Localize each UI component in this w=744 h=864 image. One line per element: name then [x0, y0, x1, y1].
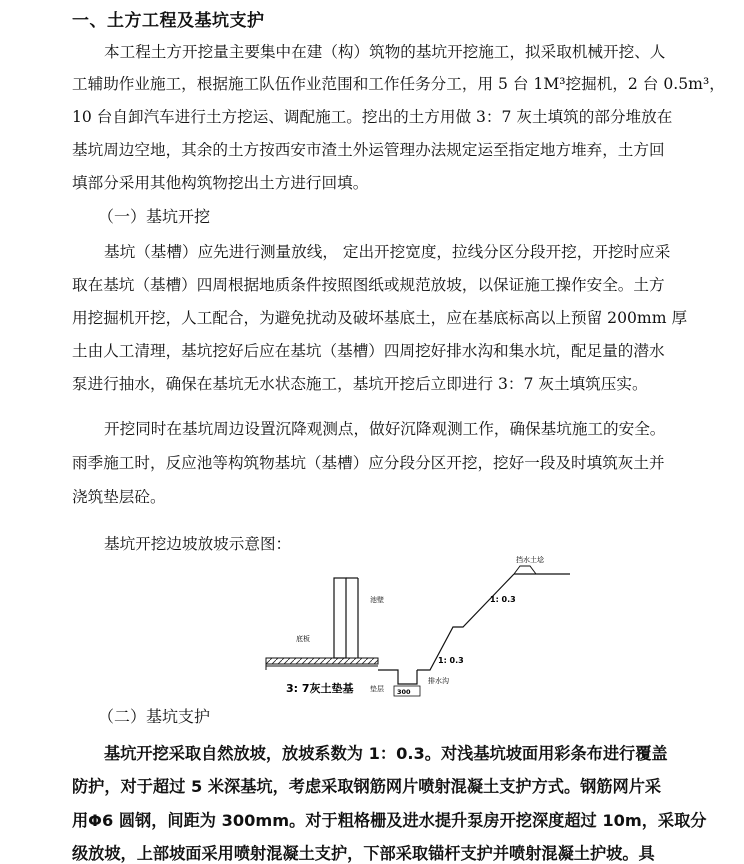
text-line: 基坑（基槽）应先进行测量放线， 定出开挖宽度，拉线分区分段开挖，开挖时应采 — [104, 243, 671, 261]
subsection-title: （一）基坑开挖 — [98, 207, 211, 226]
text-line: 用挖掘机开挖，人工配合，为避免扰动及破坏基底土，应在基底标高以上预留 200mm 厚 — [72, 309, 688, 327]
label-ditch: 排水沟 — [428, 677, 449, 685]
tank-wall — [334, 578, 346, 658]
label-slab: 底板 — [296, 635, 310, 643]
label-wall: 池壁 — [370, 596, 384, 604]
drainage-ditch — [378, 670, 417, 684]
text-line: 本工程土方开挖量主要集中在建（构）筑物的基坑开挖施工，拟采取机械开挖、人 — [104, 43, 666, 61]
text-line: 防护，对于超过 5 米深基坑，考虑采取钢筋网片喷射混凝土支护方式。钢筋网片采 — [72, 777, 662, 796]
excavation-slope — [417, 574, 514, 670]
diagram-caption: 基坑开挖边坡放坡示意图： — [104, 535, 292, 553]
text-line: 开挖同时在基坑周边设置沉降观测点，做好沉降观测工作，确保基坑施工的安全。 — [104, 420, 666, 438]
slope-diagram — [258, 552, 578, 702]
text-line: 泵进行抽水，确保在基坑无水状态施工，基坑开挖后立即进行 3：7 灰土填筑压实。 — [72, 375, 648, 393]
subsection-title: （二）基坑支护 — [98, 707, 211, 726]
label-fill: 3: 7灰土垫基 — [286, 682, 354, 695]
label-retaining: 挡水土埝 — [516, 556, 544, 564]
text-line: 10 台自卸汽车进行土方挖运、调配施工。挖出的土方用做 3：7 灰土填筑的部分堆放在 — [72, 108, 673, 126]
text-line: 级放坡，上部坡面采用喷射混凝土支护，下部采取锚杆支护并喷射混凝土护坡。具 — [72, 844, 655, 863]
label-300: 300 — [397, 688, 411, 696]
base-slab — [266, 658, 378, 664]
text-line: 土由人工清理，基坑挖好后应在基坑（基槽）四周挖好排水沟和集水坑，配足量的潜水 — [72, 342, 665, 360]
text-line: 取在基坑（基槽）四周根据地质条件按照图纸或规范放坡，以保证施工操作安全。土方 — [72, 276, 665, 294]
text-line: 雨季施工时，反应池等构筑物基坑（基槽）应分段分区开挖，挖好一段及时填筑灰土并 — [72, 454, 665, 472]
text-line: 基坑开挖采取自然放坡，放坡系数为 1：0.3。对浅基坑坡面用彩条布进行覆盖 — [104, 744, 668, 763]
label-cushion: 垫层 — [370, 685, 384, 693]
label-slope-lower: 1: 0.3 — [438, 656, 464, 665]
text-line: 基坑周边空地，其余的土方按西安市渣土外运管理办法规定运至指定地方堆弃，土方回 — [72, 141, 665, 159]
text-line: 用Φ6 圆钢，间距为 300mm。对于粗格栅及进水提升泵房开挖深度超过 10m，采取分 — [72, 811, 707, 830]
section-heading: 一、土方工程及基坑支护 — [72, 11, 265, 31]
text-line: 填部分采用其他构筑物挖出土方进行回填。 — [72, 174, 369, 192]
retaining-bund — [514, 566, 536, 574]
text-line: 工辅助作业施工，根据施工队伍作业范围和工作任务分工，用 5 台 1M³挖掘机，2 台 0.5m³， — [72, 75, 725, 93]
label-slope-upper: 1: 0.3 — [490, 595, 516, 604]
text-line: 浇筑垫层砼。 — [72, 488, 166, 506]
